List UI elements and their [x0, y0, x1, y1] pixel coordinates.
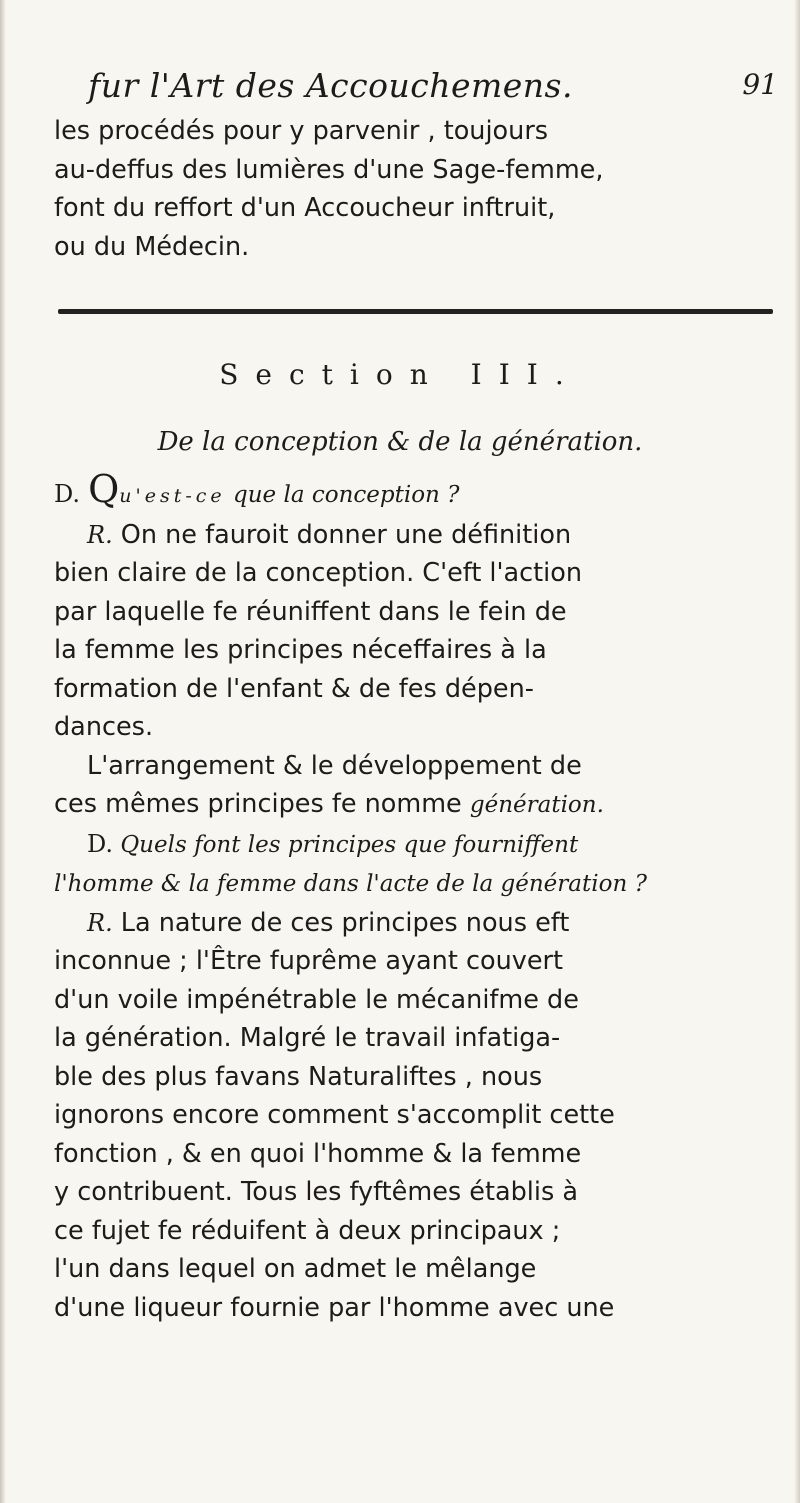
question-text: que la conception ? [225, 482, 460, 508]
text-line: La nature de ces principes nous eft [112, 907, 570, 938]
text-line: ignorons encore comment s'accomplit cette [54, 1100, 615, 1130]
question-text: l'homme & la femme dans l'acte de la génération ? [54, 871, 647, 897]
text-line: inconnue ; l'Être fuprême ayant couvert [54, 946, 563, 976]
question-label: D. [87, 829, 114, 858]
text-line: d'une liqueur fournie par l'homme avec une [54, 1292, 615, 1323]
answer-1-line [54, 516, 774, 555]
answer-label: R. [87, 908, 113, 937]
text-line: bien claire de la conception. C'eft l'action [54, 558, 583, 588]
section-subtitle: De la conception & de la génération. [157, 427, 643, 457]
intro-paragraph [54, 112, 774, 266]
question-label: D. [54, 480, 81, 508]
text-line: formation de l'enfant & de fes dépen- [54, 673, 534, 704]
text-segment: ces mêmes principes fe nomme [54, 789, 470, 819]
text-line: L'arrangement & le développement de [87, 750, 582, 781]
text-line: ce fujet fe réduifent à deux principaux ; [54, 1215, 561, 1246]
question-1 [54, 467, 774, 516]
page-right-edge-shadow [794, 0, 800, 1503]
text-line: ble des plus favans Naturaliftes , nous [54, 1061, 543, 1092]
text-line: fonction , & en quoi l'homme & la femme [54, 1138, 582, 1169]
question-caps: u'est-ce [119, 485, 226, 507]
text-line: font du reffort d'un Accoucheur inftruit, [54, 193, 556, 223]
question-2-cont [54, 864, 774, 904]
text-line: l'un dans lequel on admet le mêlange [54, 1254, 537, 1284]
drop-initial: Q [88, 467, 120, 511]
text-line: y contribuent. Tous les fyftêmes établis à [54, 1177, 578, 1207]
text-line: ou du Médecin. [54, 231, 250, 262]
text-line: au-deffus des lumières d'une Sage-femme, [54, 154, 604, 185]
text-line: dances. [54, 712, 154, 742]
italic-term: génération. [469, 792, 604, 818]
page-header [88, 66, 778, 116]
main-text [54, 467, 774, 1327]
text-line: d'un voile impénétrable le mécanifme de [54, 984, 579, 1015]
text-line: par laquelle fe réuniffent dans le fein de [54, 596, 567, 627]
question-2 [54, 825, 774, 865]
running-title: fur l'Art des Accouchemens. [88, 66, 573, 105]
text-line [54, 785, 774, 825]
page-left-edge-shadow [0, 0, 6, 1503]
answer-2-line [54, 904, 774, 943]
text-line: la génération. Malgré le travail infatiga- [54, 1023, 561, 1053]
text-line: On ne fauroit donner une définition [112, 519, 572, 550]
text-line: la femme les principes néceffaires à la [54, 635, 547, 665]
section-heading: Section III. [219, 358, 581, 391]
answer-label: R. [87, 520, 113, 549]
page-number: 91 [742, 68, 778, 101]
section-divider-rule [58, 309, 773, 314]
question-text: Quels font les principes que fourniffent [113, 831, 579, 858]
text-line: les procédés pour y parvenir , toujours [54, 116, 549, 146]
